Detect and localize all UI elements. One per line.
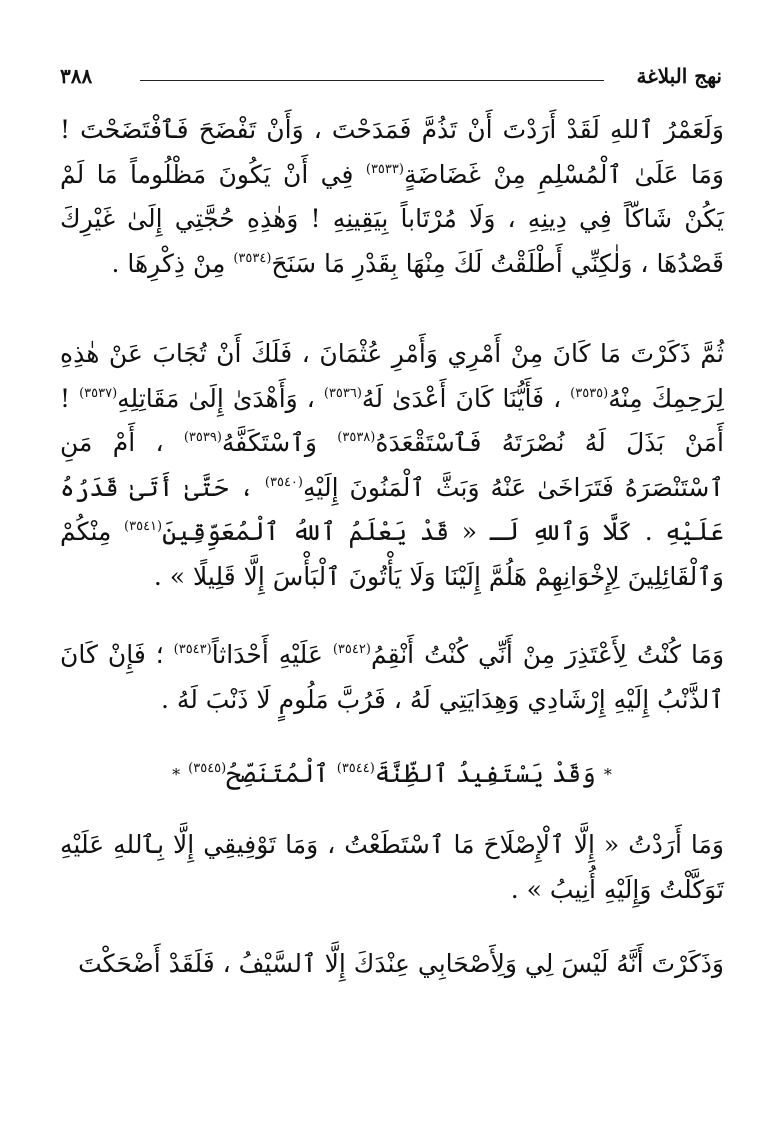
paragraph-2 — [60, 332, 724, 599]
text-run: ! أَمَنْ بَذَلَ لَهُ نُصْرَتَهُ فَٱسْتَقْعَدَهُ — [60, 383, 725, 457]
footnote-ref: (٣٥٤٤) — [336, 761, 375, 776]
heading-text — [188, 759, 596, 788]
paragraph-4 — [60, 823, 724, 912]
section-heading — [60, 752, 724, 797]
page-header — [58, 62, 722, 90]
text-run: ، حَتَّىٰ أَتَىٰ قَدَرُهُ عَلَيْهِ . كَلَّا وَٱللهِ لَـ « قَدْ يَعْلَمُ ٱللهُ ٱلْمُعَوِّقِينَ — [60, 472, 724, 546]
text-run: ، أَمْ مَنِ ٱسْتَنْصَرَهُ فَتَرَاخَىٰ عَنْهُ وَبَثَّ ٱلْمَنُونَ إِلَيْهِ — [60, 428, 724, 502]
text-run: وَقَدْ يَسْتَفِيدُ ٱلظِّنَّةَ — [374, 759, 596, 788]
text-run: وَذَكَرْتَ أَنَّهُ لَيْسَ لِي وَلِأَصْحَابِي عِنْدَكَ إِلَّا ٱلسَّيْفُ ، فَلَقَدْ أَضْحَكْتَ — [78, 949, 724, 978]
text-run: عَلَيْهِ أَحْدَاثاً — [211, 640, 333, 669]
footnote-ref: (٣٥٣٩) — [183, 430, 222, 445]
text-run: مِنْ ذِكْرِهَا . — [111, 248, 234, 278]
footnote-ref: (٣٥٤٣) — [173, 642, 212, 657]
footnote-ref: (٣٥٤١) — [124, 519, 163, 534]
star-ornament-left: * — [172, 765, 181, 784]
page-number: ٣٨٨ — [60, 64, 93, 88]
text-run: مِنْكُمْ وَٱلْقَائِلِينَ لِإِخْوَانِهِمْ هَلُمَّ إِلَيْنَا وَلَا يَأْتُونَ ٱلْبَأْسَ إِلَّا قَلِيلًا » . — [60, 517, 724, 591]
text-run: وَلَعَمْرُ ٱللهِ لَقَدْ أَرَدْتَ أَنْ تَذُمَّ فَمَدَحْتَ ، وَأَنْ تَفْضَحَ فَٱفْتَضَحْتَ ! وَمَا عَلَىٰ ٱلْمُسْلِمِ مِنْ غَضَاضَةٍ — [60, 115, 724, 189]
text-run: ، وَأَهْدَىٰ إِلَىٰ مَقَاتِلِهِ — [117, 383, 324, 413]
footnote-ref: (٣٥٤٢) — [332, 642, 371, 657]
footnote-ref: (٣٥٣٣) — [365, 161, 404, 177]
text-run: وَمَا كُنْتُ لِأَعْتَذِرَ مِنْ أَنِّي كُنْتُ أَنْقِمُ — [370, 640, 725, 669]
book-title: نهج البلاغة — [636, 64, 722, 88]
text-run: ٱلْمُتَنَصِّحُ — [226, 759, 337, 788]
footnote-ref: (٣٥٤٥) — [188, 761, 227, 776]
text-run: ؛ فَإِنْ كَانَ ٱلذَّنْبُ إِلَيْهِ إِرْشَادِي وَهِدَايَتِي لَهُ ، فَرُبَّ مَلُومٍ لَا ذَنْبَ لَهُ . — [60, 640, 724, 714]
text-run: وَٱسْتَكَفَّهُ — [221, 428, 338, 457]
paragraph-3 — [60, 633, 724, 722]
footnote-ref: (٣٥٣٦) — [323, 385, 362, 401]
footnote-ref: (٣٥٣٨) — [337, 430, 376, 445]
paragraph-5 — [60, 942, 724, 987]
text-run: ، فَأَيُّنَا كَانَ أَعْدَىٰ لَهُ — [361, 383, 571, 413]
header-rule — [140, 80, 604, 81]
text-run: ثُمَّ ذَكَرْتَ مَا كَانَ مِنْ أَمْرِي وَأَمْرِ عُثْمَانَ ، فَلَكَ أَنْ تُجَابَ عَنْ هٰذِهِ لِرَحِمِكَ مِنْهُ — [60, 339, 724, 413]
footnote-ref: (٣٥٣٤) — [233, 250, 272, 266]
footnote-ref: (٣٥٣٥) — [570, 385, 609, 401]
footnote-ref: (٣٥٣٧) — [79, 385, 118, 401]
paragraph-1 — [60, 108, 724, 286]
text-run: وَمَا أَرَدْتُ « إِلَّا ٱلْإِصْلَاحَ مَا ٱسْتَطَعْتُ ، وَمَا تَوْفِيقِي إِلَّا بِٱللهِ عَلَيْهِ تَوَكَّلْتُ وَإِلَيْهِ أُنِيبُ » . — [60, 830, 724, 904]
page-body — [60, 108, 724, 987]
footnote-ref: (٣٥٤٠) — [264, 474, 303, 490]
text-run: فِي أَنْ يَكُونَ مَظْلُوماً مَا لَمْ يَكُنْ شَاكّاً فِي دِينِهِ ، وَلَا مُرْتَاباً بِيَقِينِهِ ! وَهٰذِهِ حُجَّتِي إِلَىٰ غَيْرِكَ قَصْدُهَا ، وَلٰكِنِّي أَطْلَقْتُ لَكَ مِنْهَا بِقَدْرِ مَا سَنَحَ — [60, 159, 724, 278]
star-ornament-right: * — [603, 765, 612, 784]
